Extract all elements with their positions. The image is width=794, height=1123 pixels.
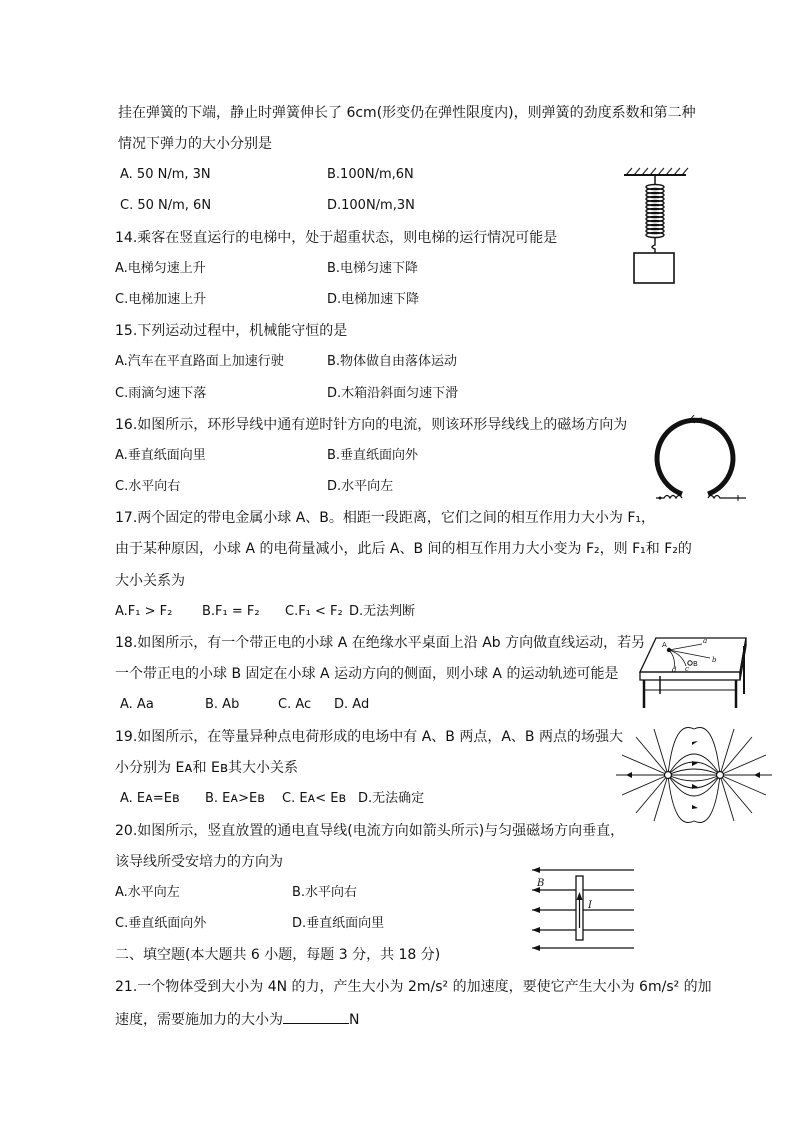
section-2-heading: 二、填空题(本大题共 6 小题，每题 3 分，共 18 分) [115,947,441,963]
q18-option-c[interactable]: C. Ac [278,697,312,712]
spring-figure [620,165,690,290]
q18-option-b[interactable]: B. Ab [205,697,240,712]
q18-option-a[interactable]: A. Aa [120,697,154,712]
fig-label-a-point: A [662,641,667,649]
q15-option-d[interactable]: D.木箱沿斜面匀速下滑 [327,386,459,401]
q19-option-b[interactable]: B. Eᴀ>Eʙ [205,791,265,806]
q18-option-d[interactable]: D. Ad [334,697,370,712]
q17-option-c[interactable]: C.F₁ < F₂ [285,604,343,619]
q13-stem-line1: 挂在弹簧的下端，静止时弹簧伸长了 6cm(形变仍在弹性限度内)，则弹簧的劲度系数和第二种 [118,105,696,121]
q19-option-d[interactable]: D.无法确定 [358,791,425,806]
q17-stem-line2: 由于某种原因，小球 A 的电荷量减小，此后 A、B 间的相互作用力大小变为 F₂，则 F₁和 F₂的 [115,541,692,557]
q15-option-a[interactable]: A.汽车在平直路面上加速行驶 [115,354,284,369]
q19-stem-line2: 小分别为 Eᴀ和 Eʙ其大小关系 [115,760,298,776]
q13-stem-line2: 情况下弹力的大小分别是 [118,136,272,152]
fig-label-current: I [588,900,592,911]
q19-stem-line1: 19.如图所示，在等量异种点电荷形成的电场中有 A、B 两点，A、B 两点的场强大 [115,729,623,745]
q13-option-b[interactable]: B.100N/m,6N [327,167,414,182]
q20-option-b[interactable]: B.水平向右 [292,885,358,900]
q13-option-c[interactable]: C. 50 N/m, 6N [120,198,212,213]
fig-label-c: c [685,665,689,673]
q20-option-d[interactable]: D.垂直纸面向里 [292,916,385,931]
q13-option-a[interactable]: A. 50 N/m, 3N [120,167,211,182]
fig-label-d: d [672,666,677,674]
q18-stem-line1: 18.如图所示，有一个带正电的小球 A 在绝缘水平桌面上沿 Ab 方向做直线运动，若另 [115,635,646,651]
q20-option-a[interactable]: A.水平向左 [115,885,180,900]
q17-stem-line1: 17.两个固定的带电金属小球 A、B。相距一段距离，它们之间的相互作用力大小为 F₁， [115,510,656,526]
fig-label-b: b [712,656,717,664]
q16-option-b[interactable]: B.垂直纸面向外 [327,448,419,463]
q19-option-a[interactable]: A. Eᴀ=Eʙ [120,791,180,806]
q17-option-b[interactable]: B.F₁ = F₂ [202,604,260,619]
q21-unit: N [349,1012,360,1028]
table-figure [636,632,754,712]
q14-option-d[interactable]: D.电梯加速下降 [327,292,420,307]
q14-option-b[interactable]: B.电梯匀速下降 [327,261,419,276]
fig-label-a: a [703,637,708,645]
q19-option-c[interactable]: C. Eᴀ< Eʙ [282,791,347,806]
q17-option-a[interactable]: A.F₁ > F₂ [115,604,173,619]
q21-answer-blank[interactable] [283,1009,349,1024]
q21-stem-line1: 21.一个物体受到大小为 4N 的力，产生大小为 2m/s² 的加速度，要使它产生大小为 6m/s² 的加 [115,979,712,995]
q15-option-c[interactable]: C.雨滴匀速下落 [115,386,207,401]
ring-current-figure [650,412,750,507]
q17-stem-line3: 大小关系为 [115,573,185,589]
electric-field-figure [614,725,774,825]
magnetic-field-figure [526,862,638,954]
fig-label-b-field: B [537,878,545,889]
q20-stem-line1: 20.如图所示，竖直放置的通电直导线(电流方向如箭头所示)与匀强磁场方向垂直， [115,823,625,839]
q14-stem: 14.乘客在竖直运行的电梯中，处于超重状态，则电梯的运行情况可能是 [115,230,558,246]
fig-label-b-point: B [693,660,698,668]
q20-option-c[interactable]: C.垂直纸面向外 [115,916,207,931]
q20-stem-line2: 该导线所受安培力的方向为 [115,854,283,870]
q21-stem-text: 速度，需要施加力的大小为 [115,1012,283,1028]
q14-option-c[interactable]: C.电梯加速上升 [115,292,207,307]
q18-stem-line2: 一个带正电的小球 B 固定在小球 A 运动方向的侧面，则小球 A 的运动轨迹可能是 [115,666,619,682]
q15-option-b[interactable]: B.物体做自由落体运动 [327,354,458,369]
q16-option-a[interactable]: A.垂直纸面向里 [115,448,206,463]
q13-option-d[interactable]: D.100N/m,3N [327,198,415,213]
q15-stem: 15.下列运动过程中，机械能守恒的是 [115,323,348,339]
q14-option-a[interactable]: A.电梯匀速上升 [115,261,206,276]
q16-option-c[interactable]: C.水平向右 [115,479,181,494]
q16-option-d[interactable]: D.水平向左 [327,479,394,494]
q17-option-d[interactable]: D.无法判断 [349,604,416,619]
q21-stem-line2 [115,1009,359,1029]
q16-stem: 16.如图所示，环形导线中通有逆时针方向的电流，则该环形导线线上的磁场方向为 [115,417,628,433]
